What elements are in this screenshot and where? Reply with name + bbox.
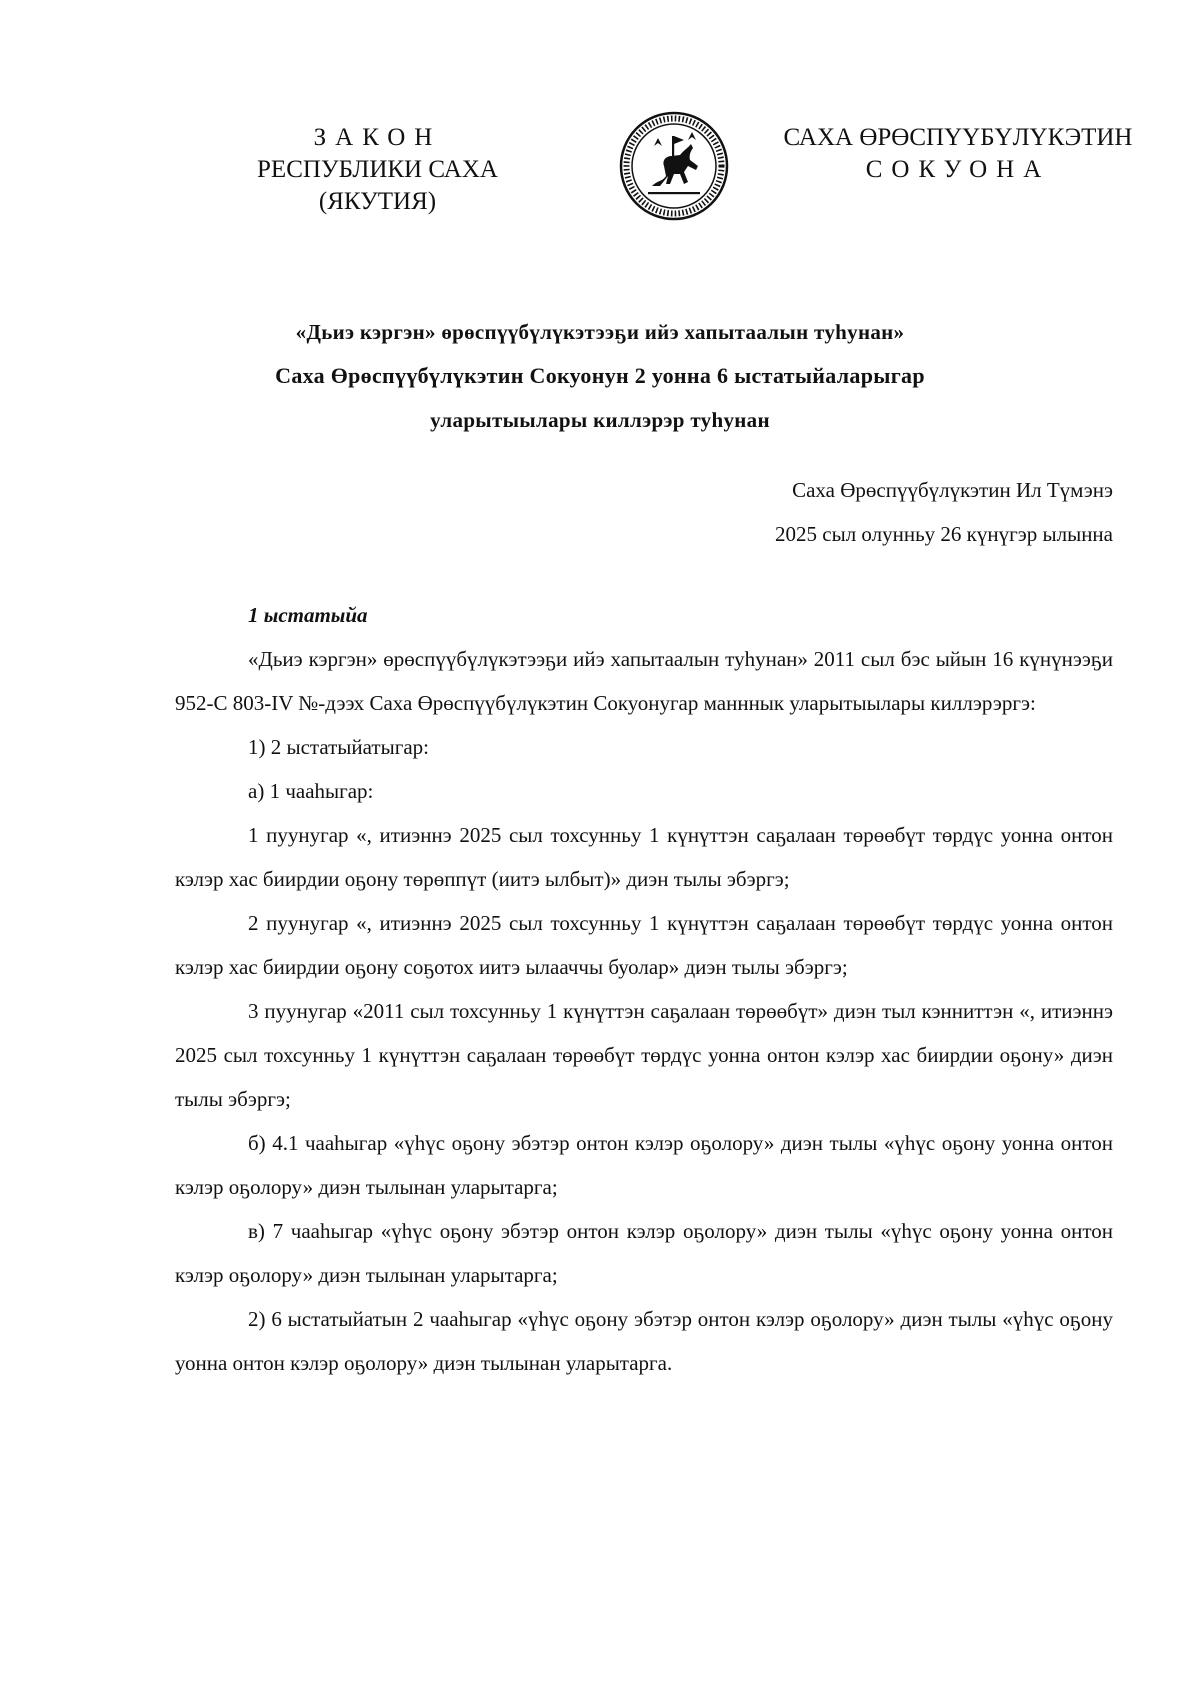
title-line-2: Саха Өрөспүүбүлүкэтин Сокуонун 2 уонна 6 ыстатыйаларыгар (275, 363, 925, 388)
republic-name-ru: РЕСПУБЛИКИ САХА (ЯКУТИЯ) (257, 156, 498, 215)
article-paragraph: 1 пуунугар «, итиэннэ 2025 сыл тохсунньу 1 күнүттэн саҕалаан төрөөбүт төрдүс уонна онтон кэлэр хас биирдии оҕону төрөппүт (иитэ ылбыт)» диэн тылы эбэргэ; (175, 823, 1113, 891)
article-paragraph: 2 пуунугар «, итиэннэ 2025 сыл тохсунньу 1 күнүттэн саҕалаан төрөөбүт төрдүс уонна онтон кэлэр хас биирдии оҕону соҕотох иитэ ылааччы буолар» диэн тылы эбэргэ; (175, 911, 1113, 979)
article-paragraph: «Дьиэ кэргэн» өрөспүүбүлүкэтээҕи ийэ хапытаалын туһунан» 2011 сыл бэс ыйын 16 күнүнээҕи 952-С 803-IV №-дээх Саха Өрөспүүбүлүкэтин Сокуонугар манннык уларытыылары киллэрэргэ: (175, 647, 1113, 715)
law-label-ru: ЗАКОН (313, 124, 442, 151)
header-left (200, 122, 555, 218)
article-paragraph: 2) 6 ыстатыйатын 2 чааһыгар «үһүс оҕону эбэтэр онтон кэлэр оҕолору» диэн тылы «үһүс оҕону уонна онтон кэлэр оҕолору» диэн тылынан уларытарга. (175, 1307, 1113, 1375)
article-body (175, 593, 1113, 1385)
article-heading: 1 ыстатыйа (248, 603, 368, 627)
law-label-sakha: СОКУОНА (865, 156, 1051, 183)
coat-of-arms-icon (618, 110, 730, 222)
article-paragraph: а) 1 чааһыгар: (248, 779, 374, 803)
republic-name-sakha: САХА ӨРӨСПҮҮБҮЛҮКЭТИН (783, 124, 1133, 151)
article-paragraph: 3 пуунугар «2011 сыл тохсунньу 1 күнүттэн саҕалаан төрөөбүт» диэн тыл кэнниттэн «, итиэннэ 2025 сыл тохсунньу 1 күнүттэн саҕалаан төрөөбүт төрдүс уонна онтон кэлэр хас биирдии оҕону» диэн тылы эбэргэ; (175, 999, 1113, 1111)
article-paragraph: в) 7 чааһыгар «үһүс оҕону эбэтэр онтон кэлэр оҕолору» диэн тылы «үһүс оҕону уонна онтон кэлэр оҕолору» диэн тылынан уларытарга; (175, 1219, 1113, 1287)
header-right (778, 122, 1138, 186)
adoption-date: 2025 сыл олунньу 26 күнүгэр ылынна (775, 522, 1113, 546)
article-paragraph: 1) 2 ыстатыйатыгар: (248, 735, 429, 759)
adoption-block (775, 468, 1113, 556)
law-title (150, 310, 1050, 442)
title-line-3: уларытыылары киллэрэр туһунан (430, 408, 770, 432)
title-line-1: «Дьиэ кэргэн» өрөспүүбүлүкэтээҕи ийэ хапытаалын туһунан» (295, 320, 905, 344)
article-paragraph: б) 4.1 чааһыгар «үһүс оҕону эбэтэр онтон кэлэр оҕолору» диэн тылы «үһүс оҕону уонна онтон кэлэр оҕолору» диэн тылынан уларытарга; (175, 1131, 1113, 1199)
adopting-body: Саха Өрөспүүбүлүкэтин Ил Түмэнэ (792, 478, 1113, 502)
